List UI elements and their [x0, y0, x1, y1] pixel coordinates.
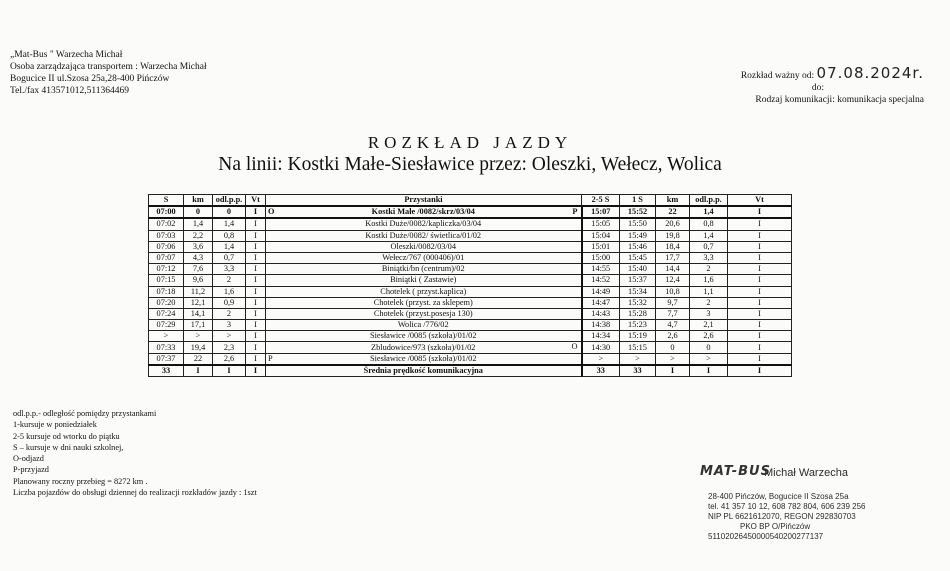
table-cell: 0 — [213, 206, 246, 218]
table-cell: 15:19 — [620, 331, 656, 342]
stop-name: Kostki Małe /0082/skrz/03/04 — [371, 207, 475, 217]
table-cell: 10,8 — [656, 286, 690, 297]
table-cell: I — [246, 308, 266, 319]
table-cell: I — [246, 264, 266, 275]
table-cell: 15:23 — [620, 320, 656, 331]
table-cell: > — [149, 331, 184, 342]
table-cell: 19,4 — [184, 342, 213, 353]
stop-name: Biniątki/bn (centrum)/02 — [381, 264, 465, 274]
communication-type: Rodzaj komunikacji: komunikacja specjalna — [755, 95, 924, 105]
table-cell: 17,7 — [656, 252, 690, 263]
stop-name: Biniątki ( Zastawie) — [390, 275, 457, 285]
table-cell: 3,6 — [184, 241, 213, 252]
table-cell: 15:37 — [620, 275, 656, 286]
table-cell: 2,6 — [690, 331, 728, 342]
company-info — [10, 49, 207, 97]
table-row — [149, 230, 792, 241]
table-cell: 14:55 — [582, 264, 620, 275]
departure-arrival-marker: P — [268, 353, 273, 363]
stop-name-cell — [266, 297, 582, 308]
legend — [13, 408, 257, 498]
table-row — [149, 218, 792, 230]
table-cell: 14,4 — [656, 264, 690, 275]
table-cell: 2 — [690, 297, 728, 308]
table-cell: I — [246, 206, 266, 218]
stop-name: Chotelek ( przyst.kaplica) — [380, 286, 467, 296]
table-cell: I — [728, 286, 792, 297]
table-cell: 4,7 — [656, 320, 690, 331]
table-cell: 14:34 — [582, 331, 620, 342]
table-cell: 19,8 — [656, 230, 690, 241]
table-cell: 14:52 — [582, 275, 620, 286]
table-cell: I — [213, 365, 246, 377]
table-cell: 15:01 — [582, 241, 620, 252]
stop-name-cell — [266, 252, 582, 263]
table-cell: I — [184, 365, 213, 377]
legend-item: Planowany roczny przebieg = 8272 km . — [13, 476, 148, 486]
summary-row — [149, 365, 792, 377]
col-header: 1 S — [620, 195, 656, 207]
table-cell: 15:32 — [620, 297, 656, 308]
stop-name-cell — [266, 353, 582, 365]
table-cell: 15:40 — [620, 264, 656, 275]
table-cell: 15:50 — [620, 218, 656, 230]
stamp-address: 28-400 Pińczów, Bogucice II Szosa 25a — [708, 492, 849, 501]
table-cell: 1,4 — [213, 241, 246, 252]
stop-name: Kostki Duże/0082/ świetlica/01/02 — [365, 230, 482, 240]
summary-label: Średnia prędkość komunikacyjna — [266, 365, 582, 377]
table-cell: I — [728, 230, 792, 241]
valid-from-date: 07.08.2024r. — [816, 64, 924, 82]
table-cell: 14:47 — [582, 297, 620, 308]
table-row — [149, 206, 792, 218]
table-cell: 33 — [620, 365, 656, 377]
table-row — [149, 252, 792, 263]
table-cell: 15:34 — [620, 286, 656, 297]
table-cell: I — [728, 264, 792, 275]
table-cell: 1,6 — [213, 286, 246, 297]
table-cell: 15:49 — [620, 230, 656, 241]
table-cell: 3 — [690, 308, 728, 319]
table-cell: 0,9 — [213, 297, 246, 308]
table-cell: I — [728, 297, 792, 308]
table-row — [149, 286, 792, 297]
table-row — [149, 308, 792, 319]
company-address: Bogucice II ul.Szosa 25a,28-400 Pińczów — [10, 74, 170, 84]
departure-arrival-marker: O — [268, 207, 275, 217]
stamp-owner: Michał Warzecha — [764, 467, 848, 479]
col-header: Przystanki — [266, 195, 582, 207]
table-cell: 14:49 — [582, 286, 620, 297]
legend-item: P-przyjazd — [13, 465, 49, 475]
table-row — [149, 320, 792, 331]
timetable-header-row — [149, 195, 792, 207]
table-cell: I — [246, 342, 266, 353]
table-cell: 07:29 — [149, 320, 184, 331]
legend-item: 2-5 kursuje od wtorku do piątku — [13, 431, 120, 441]
stop-name-cell — [266, 275, 582, 286]
table-cell: > — [213, 331, 246, 342]
legend-item: Liczba pojazdów do obsługi dziennej do realizacji rozkładów jazdy : 1szt — [13, 488, 257, 498]
table-cell: 12,1 — [184, 297, 213, 308]
table-cell: 15:15 — [620, 342, 656, 353]
table-cell: 07:37 — [149, 353, 184, 365]
table-cell: 7,6 — [184, 264, 213, 275]
table-cell: I — [728, 331, 792, 342]
stop-name: Kostki Duże/0082/kapliczka/03/04 — [365, 219, 482, 229]
table-row — [149, 297, 792, 308]
company-name: „Mat-Bus " Warzecha Michał — [10, 50, 123, 60]
table-cell: 07:00 — [149, 206, 184, 218]
stop-name-cell — [266, 206, 582, 218]
table-cell: 0,8 — [213, 230, 246, 241]
table-cell: 9,6 — [184, 275, 213, 286]
stop-name: Wełecz/767 (000406)/01 — [382, 253, 465, 263]
table-cell: 07:24 — [149, 308, 184, 319]
table-cell: 07:07 — [149, 252, 184, 263]
col-header: km — [184, 195, 213, 207]
table-cell: I — [728, 365, 792, 377]
table-cell: I — [728, 252, 792, 263]
company-manager: Osoba zarządzająca transportem : Warzecha Michał — [10, 62, 207, 72]
table-cell: 1,4 — [184, 218, 213, 230]
table-cell: 3,3 — [213, 264, 246, 275]
table-cell: 15:07 — [582, 206, 620, 218]
stop-name: Oleszki/0082/03/04 — [390, 241, 456, 251]
stop-name: Chotelek (przyst.posesja 130) — [373, 308, 473, 318]
table-cell: 18,4 — [656, 241, 690, 252]
table-cell: 22 — [184, 353, 213, 365]
table-cell: I — [246, 286, 266, 297]
table-cell: 07:06 — [149, 241, 184, 252]
table-cell: 07:18 — [149, 286, 184, 297]
table-row — [149, 241, 792, 252]
table-cell: 07:02 — [149, 218, 184, 230]
col-header: Vt — [728, 195, 792, 207]
table-cell: 0 — [656, 342, 690, 353]
table-cell: 07:20 — [149, 297, 184, 308]
table-cell: 3,3 — [690, 252, 728, 263]
timetable — [148, 194, 792, 377]
table-cell: 07:03 — [149, 230, 184, 241]
table-cell: 0,8 — [690, 218, 728, 230]
table-cell: I — [246, 331, 266, 342]
table-cell: 15:45 — [620, 252, 656, 263]
valid-from-label: Rozkład ważny od: — [740, 71, 815, 81]
table-cell: I — [246, 365, 266, 377]
stamp-account: 51102026450000540200277137 — [708, 532, 824, 541]
table-cell: > — [620, 353, 656, 365]
page-title: ROZKŁAD JAZDY — [367, 133, 573, 152]
col-header: odl.p.p. — [690, 195, 728, 207]
table-cell: I — [728, 218, 792, 230]
table-cell: I — [728, 308, 792, 319]
legend-item: 1-kursuje w poniedziałek — [13, 420, 97, 430]
table-cell: > — [690, 353, 728, 365]
table-cell: 12,4 — [656, 275, 690, 286]
legend-item: odl.p.p.- odległość pomiędzy przystankami — [13, 409, 157, 418]
table-cell: 15:04 — [582, 230, 620, 241]
table-cell: 22 — [656, 206, 690, 218]
table-cell: I — [690, 365, 728, 377]
table-cell: 17,1 — [184, 320, 213, 331]
table-cell: 2,3 — [213, 342, 246, 353]
table-cell: 2 — [213, 308, 246, 319]
table-cell: I — [728, 275, 792, 286]
table-cell: 15:46 — [620, 241, 656, 252]
table-cell: 07:12 — [149, 264, 184, 275]
table-cell: 1,1 — [690, 286, 728, 297]
table-cell: I — [246, 241, 266, 252]
table-cell: 0,7 — [213, 252, 246, 263]
table-cell: 3 — [213, 320, 246, 331]
table-row — [149, 264, 792, 275]
company-stamp — [700, 464, 900, 548]
table-cell: 14:43 — [582, 308, 620, 319]
stop-name-cell — [266, 218, 582, 230]
table-cell: 14:30 — [582, 342, 620, 353]
table-cell: 20,6 — [656, 218, 690, 230]
stop-name-cell — [266, 308, 582, 319]
table-cell: 1,4 — [213, 218, 246, 230]
table-cell: 0,7 — [690, 241, 728, 252]
company-phone: Tel./fax 413571012,511364469 — [10, 86, 130, 96]
table-cell: I — [246, 218, 266, 230]
table-cell: I — [728, 241, 792, 252]
table-cell: 15:28 — [620, 308, 656, 319]
table-cell: 2 — [213, 275, 246, 286]
table-cell: 4,3 — [184, 252, 213, 263]
table-cell: I — [656, 365, 690, 377]
table-cell: 2,6 — [656, 331, 690, 342]
table-cell: 07:33 — [149, 342, 184, 353]
col-header: Vt — [246, 195, 266, 207]
stop-name-cell — [266, 264, 582, 275]
stop-name-cell — [266, 286, 582, 297]
table-cell: 14:38 — [582, 320, 620, 331]
table-cell: > — [184, 331, 213, 342]
legend-item: O-odjazd — [13, 454, 44, 464]
table-cell: 9,7 — [656, 297, 690, 308]
table-cell: 1,4 — [690, 230, 728, 241]
table-cell: 7,7 — [656, 308, 690, 319]
col-header: 2-5 S — [582, 195, 620, 207]
table-cell: 1,6 — [690, 275, 728, 286]
table-cell: I — [246, 275, 266, 286]
stamp-logo: MAT-BUS — [700, 464, 771, 479]
col-header: odl.p.p. — [213, 195, 246, 207]
stamp-phone: tel. 41 357 10 12, 608 782 804, 606 239 256 — [708, 502, 866, 511]
departure-arrival-marker: P — [572, 207, 578, 217]
col-header: S — [149, 195, 184, 207]
table-cell: 2,6 — [213, 353, 246, 365]
table-cell: 0 — [690, 342, 728, 353]
table-cell: I — [728, 206, 792, 218]
validity-info — [700, 64, 924, 106]
table-cell: I — [728, 353, 792, 365]
table-cell: I — [246, 320, 266, 331]
table-cell: > — [582, 353, 620, 365]
table-cell: 2 — [690, 264, 728, 275]
table-cell: I — [246, 230, 266, 241]
legend-item: S – kursuje w dni nauki szkolnej, — [13, 442, 124, 452]
table-cell: 2,1 — [690, 320, 728, 331]
table-cell: 15:52 — [620, 206, 656, 218]
stop-name-cell — [266, 331, 582, 342]
col-header: km — [656, 195, 690, 207]
table-cell: I — [246, 353, 266, 365]
stamp-nip: NIP PL 6621612070, REGON 292830703 — [708, 512, 856, 521]
table-cell: I — [728, 342, 792, 353]
table-cell: > — [656, 353, 690, 365]
table-row — [149, 331, 792, 342]
line-subtitle: Na linii: Kostki Małe-Siesławice przez: Oleszki, Wełecz, Wolica — [218, 154, 722, 175]
table-cell: I — [246, 252, 266, 263]
stop-name: Wolica /776/02 — [397, 320, 449, 330]
table-cell: 2,2 — [184, 230, 213, 241]
stop-name: Zbludowice/973 (szkoła)/01/02 — [371, 342, 476, 352]
table-cell: 33 — [582, 365, 620, 377]
stop-name: Chotelek (przyst. za sklepem) — [373, 297, 473, 307]
stop-name-cell — [266, 320, 582, 331]
table-cell: I — [246, 297, 266, 308]
valid-to-label: do: — [811, 83, 824, 93]
table-row — [149, 353, 792, 365]
table-cell: 33 — [149, 365, 184, 377]
stop-name-cell — [266, 342, 582, 353]
table-cell: 07:15 — [149, 275, 184, 286]
departure-arrival-marker: O — [571, 342, 578, 352]
table-row — [149, 275, 792, 286]
stop-name: Siesławice /0085 (szkoła)/01/02 — [370, 331, 477, 341]
stop-name-cell — [266, 241, 582, 252]
table-cell: 15:00 — [582, 252, 620, 263]
stop-name: Siesławice /0085 (szkoła)/01/02 — [370, 353, 477, 363]
table-cell: 15:05 — [582, 218, 620, 230]
table-cell: 0 — [184, 206, 213, 218]
stop-name-cell — [266, 230, 582, 241]
stamp-bank: PKO BP O/Pińczów — [740, 522, 811, 531]
table-cell: 1,4 — [690, 206, 728, 218]
table-cell: 11,2 — [184, 286, 213, 297]
table-cell: I — [728, 320, 792, 331]
table-cell: 14,1 — [184, 308, 213, 319]
table-row — [149, 342, 792, 353]
